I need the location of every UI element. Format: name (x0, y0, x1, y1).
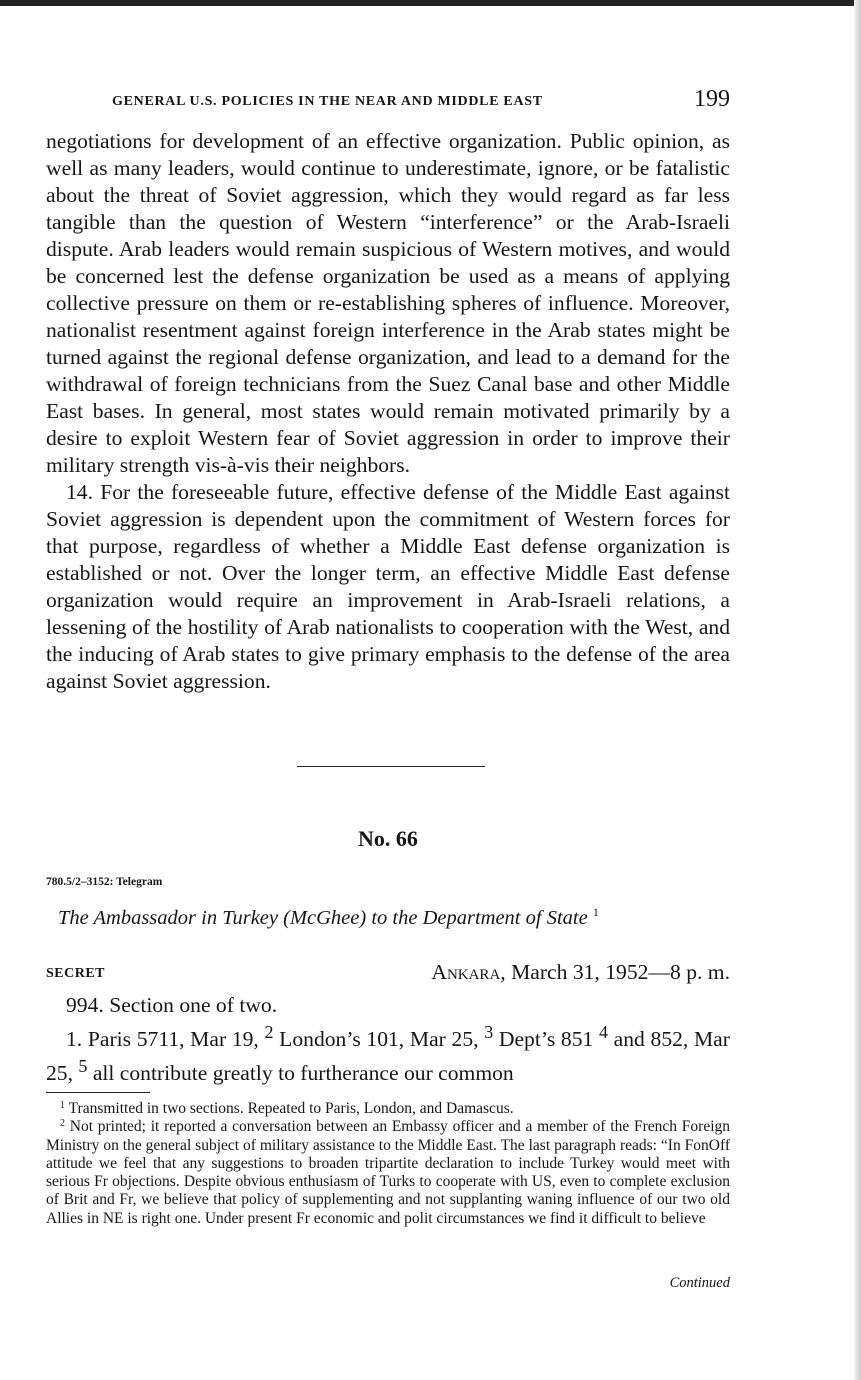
footnote-rule (46, 1092, 150, 1093)
footnote-mark: 2 (60, 1118, 65, 1130)
section-divider (297, 766, 485, 767)
page-edge-shadow (854, 0, 861, 1380)
document-heading-text: The Ambassador in Turkey (McGhee) to the Department of State (58, 907, 588, 929)
footnote-text: Not printed; it reported a conversation between an Embassy officer and a member of the French Foreign Ministry on the general subject of military assistance to the Middle East. The last paragraph reads: “In FonOff attitude we feel that any suggestions to broaden tripartite declaration to include Turkey would meet with serious Fr objections. Despite obvious enthusiasm of Turks to cooperate with US, even to complete exclusion of Brit and Fr, we believe that policy of supplementing and not supplanting waning influence of our two old Allies in NE is right one. Under present Fr economic and polit circumstances we find it difficult to believe (46, 1118, 731, 1227)
file-reference: 780.5/2–3152: Telegram (46, 876, 163, 888)
telegram-paragraph-1: 1. Paris 5711, Mar 19, $^2$ London’s 101, Mar 25, $^3$ Dept’s 851 $^4$ and 852, Mar 25, $^5$ all contribute greatly to furtherance our common (46, 1022, 730, 1086)
continued-label: Continued (669, 1275, 730, 1291)
footnote-ref-5: 5 (78, 1056, 88, 1077)
continued-paragraph: negotiations for development of an effective organization. Public opinion, as well as many leaders, would continue to underestimate, ignore, or be fatalistic about the threat of Soviet aggression, which they would regard as far less tangible than the question of Western “interference” or the Arab-Israeli dispute. Arab leaders would remain suspicious of Western motives, and would be concerned lest the defense organization be used as a means of applying collective pressure on them or re-establishing spheres of influence. Moreover, nationalist resentment against foreign interference in the Arab states might be turned against the regional defense organization, and lead to a demand for the withdrawal of foreign technicians from the Suez Canal base and other Middle East bases. In general, most states would remain motivated primarily by a desire to exploit Western fear of Soviet aggression in order to improve their military strength vis-à-vis their neighbors. (46, 129, 730, 477)
document-heading (58, 907, 730, 930)
dateline (431, 960, 730, 985)
footnote-1 (46, 1100, 730, 1118)
footnotes (46, 1100, 730, 1228)
running-head (46, 86, 730, 116)
footnote-2 (46, 1118, 730, 1228)
dateline-place: Ankara, (431, 960, 506, 984)
page-number: 199 (694, 86, 730, 112)
top-edge-rule (0, 0, 861, 6)
paragraph-14: 14. For the foreseeable future, effective defense of the Middle East against Soviet aggression is dependent upon the commitment of Western forces for that purpose, regardless of whether a Middle East defense organization is established or not. Over the longer term, an effective Middle East defense organization would require an improvement in Arab-Israeli relations, a lessening of the hostility of Arab nationalists to cooperation with the West, and the inducing of Arab states to give primary emphasis to the defense of the area against Soviet aggression. (46, 480, 730, 693)
footnote-ref-3: 3 (484, 1022, 494, 1042)
dateline-date: March 31, 1952—8 p. m. (511, 960, 730, 984)
telegram-text (46, 992, 730, 1087)
footnote-ref-4: 4 (599, 1022, 608, 1042)
footnote-mark: 1 (60, 1100, 65, 1111)
body-text (46, 128, 730, 695)
document-number: No. 66 (358, 826, 418, 851)
footnote-ref-1: 1 (592, 905, 599, 919)
footnote-ref-2: 2 (264, 1022, 274, 1042)
classification-line (46, 960, 730, 988)
footnote-text: Transmitted in two sections. Repeated to Paris, London, and Damascus. (68, 1100, 514, 1117)
running-title: GENERAL U.S. POLICIES IN THE NEAR AND MIDDLE EAST (112, 94, 543, 109)
classification-label: SECRET (46, 966, 106, 981)
telegram-section-line: 994. Section one of two. (66, 993, 278, 1017)
